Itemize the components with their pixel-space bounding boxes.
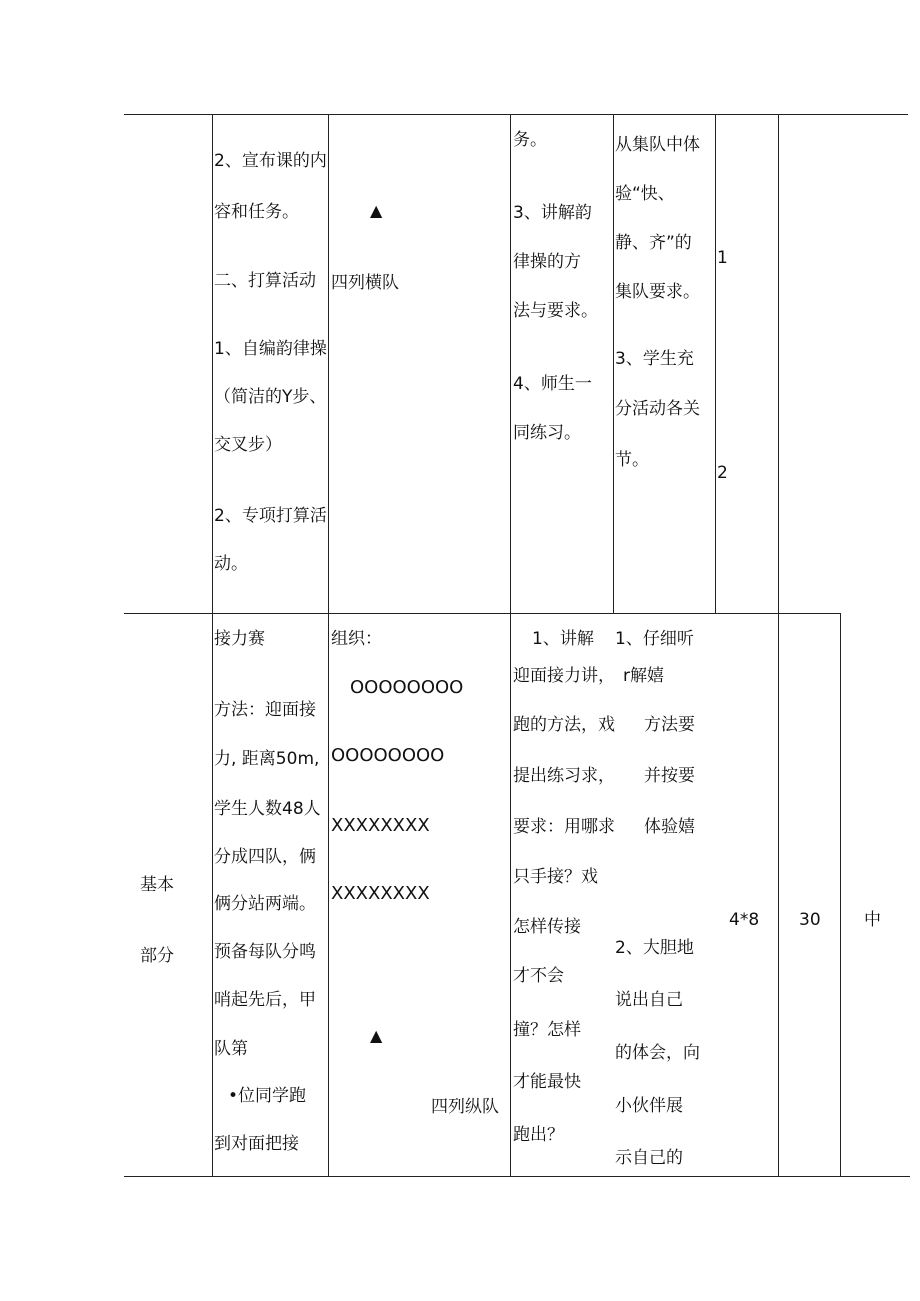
bottom-formation-label: 四列纵队 xyxy=(431,1097,499,1117)
bottom-col1-line: 哨起先后，甲 xyxy=(214,990,316,1010)
col-divider-5-top xyxy=(715,114,716,613)
bottom-col3-line: 1、讲解 xyxy=(532,629,594,649)
top-formation-label: 四列横队 xyxy=(331,273,399,293)
bottom-col4-line: 的体会，向 xyxy=(615,1043,700,1063)
formation-row-crosses: XXXXXXXX xyxy=(331,883,430,904)
bottom-col1-line: 学生人数48人 xyxy=(214,799,321,819)
col-divider-4-top xyxy=(613,114,614,613)
bottom-col3-line: 才不会 xyxy=(513,966,564,986)
formation-row-circles: OOOOOOOO xyxy=(331,745,445,766)
top-col4-line: 集队要求。 xyxy=(615,282,700,302)
top-col5-value: 1 xyxy=(717,248,728,268)
col-divider-7-bottom xyxy=(840,613,841,1176)
top-col1-line: （简洁的Y步、 xyxy=(214,387,327,407)
bottom-col4-line: 1、仔细听 xyxy=(615,629,694,649)
top-col4-line: 节。 xyxy=(615,450,649,470)
top-border xyxy=(124,114,908,115)
top-col3-line: 3、讲解韵 xyxy=(513,203,592,223)
formation-row-crosses: XXXXXXXX xyxy=(331,815,430,836)
bottom-col3-line: 撞？怎样 xyxy=(513,1020,581,1040)
bottom-col3-line: 跑出？ xyxy=(513,1125,564,1145)
times-value: 4*8 xyxy=(729,910,760,930)
top-col3-line: 4、师生一 xyxy=(513,374,592,394)
top-col3-line: 同练习。 xyxy=(513,423,581,443)
middle-border xyxy=(124,613,841,614)
bottom-col3-line: 迎面接力讲， xyxy=(513,666,615,686)
bottom-col3-line: 提出练习求， xyxy=(513,766,615,786)
bottom-col3-line: 才能最快 xyxy=(513,1072,581,1092)
top-col1-line: 容和任务。 xyxy=(214,202,299,222)
top-col1-line: 动。 xyxy=(214,554,248,574)
top-col1-line: 二、打算活动 xyxy=(214,271,316,291)
organization-label: 组织： xyxy=(331,629,382,649)
top-col4-line: 分活动各关 xyxy=(615,399,700,419)
bottom-col3-line: 跑的方法，戏 xyxy=(513,715,615,735)
bottom-col1-line: 队第 xyxy=(214,1039,248,1059)
col-divider-6 xyxy=(778,114,779,1176)
bottom-border xyxy=(124,1176,910,1177)
formation-row-circles: OOOOOOOO xyxy=(350,677,464,698)
top-col3-line: 务。 xyxy=(513,130,547,150)
bottom-col1-line: 方法：迎面接 xyxy=(214,700,316,720)
top-col4-line: 静、齐”的 xyxy=(615,233,692,253)
teacher-triangle-icon: ▲ xyxy=(370,1026,383,1045)
bottom-col4-line: 示自己的 xyxy=(615,1148,683,1168)
bottom-col1-line: 俩分站两端。 xyxy=(214,894,316,914)
duration-value: 30 xyxy=(799,910,821,930)
top-col4-line: 3、学生充 xyxy=(615,349,694,369)
bottom-col3-line: 要求：用哪求 xyxy=(513,817,615,837)
bottom-col1-line: 接力赛 xyxy=(214,629,265,649)
top-col1-line: 交叉步） xyxy=(214,435,282,455)
bottom-col4-line: 方法要 xyxy=(644,715,695,735)
top-col1-line: 2、专项打算活 xyxy=(214,506,327,526)
top-col5-value: 2 xyxy=(717,463,728,483)
teacher-triangle-icon: ▲ xyxy=(370,201,383,220)
col-divider-2 xyxy=(328,114,329,1176)
bottom-col4-line: 2、大胆地 xyxy=(615,938,694,958)
bottom-col4-line: 体验嬉 xyxy=(644,817,695,837)
bottom-col4-line: r解嬉 xyxy=(623,666,664,686)
bottom-col1-line: 预备每队分鸣 xyxy=(214,942,316,962)
bottom-col3-line: 怎样传接 xyxy=(513,917,581,937)
section-label-line: 基本 xyxy=(140,875,174,895)
bottom-col4-line: 小伙伴展 xyxy=(615,1096,683,1116)
bottom-col1-line: •位同学跑 xyxy=(228,1086,307,1106)
top-col3-line: 法与要求。 xyxy=(513,301,598,321)
bottom-col1-line: 分成四队，俩 xyxy=(214,847,316,867)
col-divider-1 xyxy=(212,114,213,1176)
bottom-col4-line: 并按要 xyxy=(644,766,695,786)
top-col4-line: 验“快、 xyxy=(615,184,675,204)
bottom-col4-line: 说出自己 xyxy=(615,990,683,1010)
top-col4-line: 从集队中体 xyxy=(615,135,700,155)
intensity-value: 中 xyxy=(864,910,881,930)
top-col1-line: 2、宣布课的内 xyxy=(214,151,327,171)
bottom-col1-line: 力, 距离50m, xyxy=(214,749,320,769)
col-divider-3 xyxy=(510,114,511,1176)
top-col1-line: 1、自编韵律操 xyxy=(214,339,327,359)
section-label-line: 部分 xyxy=(140,946,174,966)
bottom-col1-line: 到对面把接 xyxy=(214,1134,299,1154)
top-col3-line: 律操的方 xyxy=(513,252,581,272)
bottom-col3-line: 只手接？戏 xyxy=(513,867,598,887)
